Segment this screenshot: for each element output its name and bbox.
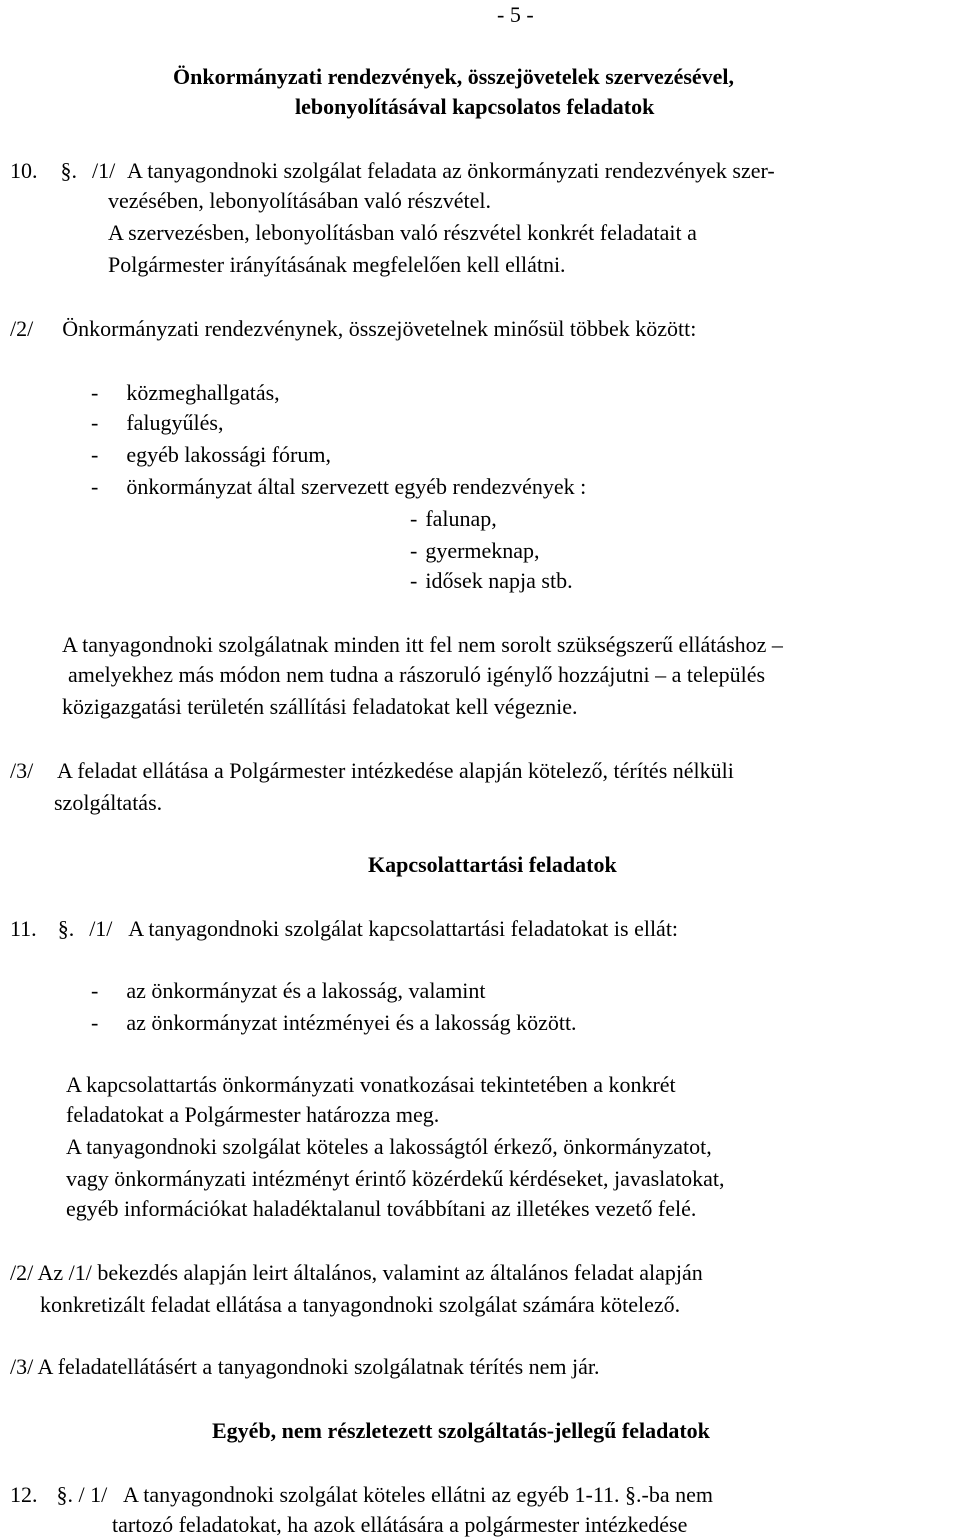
page-number: - 5 - xyxy=(497,2,534,27)
subparagraph-2: /2/ Az /1/ bekezdés alapján leirt általános, valamint az általános feladat alapján xyxy=(10,1260,703,1285)
subparagraph-number: /1/ xyxy=(89,916,113,941)
paragraph-line: tartozó feladatokat, ha azok ellátására a polgármester intézkedése xyxy=(112,1512,688,1537)
subparagraph-number: /2/ xyxy=(10,316,34,341)
paragraph-text: A tanyagondnoki szolgálat feladata az önkormányzati rendezvények szer- xyxy=(127,158,775,183)
paragraph-line: konkretizált feladat ellátása a tanyagondnoki szolgálat számára kötelező. xyxy=(40,1292,681,1317)
paragraph-text: A feladat ellátása a Polgármester intézkedése alapján kötelező, térítés nélküli xyxy=(57,758,734,783)
subparagraph-2 xyxy=(10,316,696,342)
section-heading-other: Egyéb, nem részletezett szolgáltatás-jellegű feladatok xyxy=(212,1418,710,1443)
paragraph-line: egyéb információkat haladéktalanul továbbítani az illetékes vezető felé. xyxy=(66,1196,697,1221)
paragraph-mark: §. xyxy=(57,916,75,941)
paragraph-number: 12. xyxy=(10,1482,38,1507)
subparagraph-number: /3/ xyxy=(10,758,34,783)
paragraph-10-number xyxy=(10,158,775,184)
paragraph-line: szolgáltatás. xyxy=(54,790,163,815)
paragraph-line: A tanyagondnoki szolgálat köteles a lakosságtól érkező, önkormányzatot, xyxy=(66,1134,712,1159)
paragraph-text: A tanyagondnoki szolgálat kapcsolattartási feladatokat is ellát: xyxy=(128,916,679,941)
sub-list-item: - falunap, xyxy=(410,506,497,531)
list-item: - az önkormányzat és a lakosság, valamint xyxy=(91,978,486,1003)
paragraph-line: amelyekhez más módon nem tudna a rászoruló igénylő hozzájutni – a település xyxy=(68,662,766,687)
paragraph-line: Polgármester irányításának megfelelően kell ellátni. xyxy=(108,252,566,277)
paragraph-line: A szervezésben, lebonyolításban való részvétel konkrét feladatait a xyxy=(108,220,697,245)
paragraph-text: Önkormányzati rendezvénynek, összejövetelnek minősül többek között: xyxy=(62,316,697,341)
list-item: - közmeghallgatás, xyxy=(91,380,280,405)
sub-list-item: - idősek napja stb. xyxy=(410,568,573,593)
paragraph-number: 10. xyxy=(10,158,38,183)
paragraph-mark: §. / 1/ xyxy=(56,1482,108,1507)
paragraph-mark: §. xyxy=(60,158,77,183)
section-heading-events-line2: lebonyolításával kapcsolatos feladatok xyxy=(295,94,655,119)
list-item: - falugyűlés, xyxy=(91,410,224,435)
paragraph-number: 11. xyxy=(10,916,37,941)
paragraph-line: vezésében, lebonyolításában való részvétel. xyxy=(108,188,492,213)
paragraph-12-number xyxy=(10,1482,713,1508)
section-heading-contact: Kapcsolattartási feladatok xyxy=(368,852,617,877)
subparagraph-number: /1/ xyxy=(92,158,116,183)
list-item: - egyéb lakossági fórum, xyxy=(91,442,331,467)
list-item: - önkormányzat által szervezett egyéb rendezvények : xyxy=(91,474,587,499)
paragraph-line: feladatokat a Polgármester határozza meg. xyxy=(66,1102,440,1127)
paragraph-line: A tanyagondnoki szolgálatnak minden itt fel nem sorolt szükségszerű ellátáshoz – xyxy=(62,632,783,657)
subparagraph-3 xyxy=(10,758,734,784)
paragraph-line: vagy önkormányzati intézményt érintő közérdekű kérdéseket, javaslatokat, xyxy=(66,1166,725,1191)
subparagraph-3: /3/ A feladatellátásért a tanyagondnoki szolgálatnak térítés nem jár. xyxy=(10,1354,600,1379)
list-item: - az önkormányzat intézményei és a lakosság között. xyxy=(91,1010,577,1035)
paragraph-line: közigazgatási területén szállítási feladatokat kell végeznie. xyxy=(62,694,578,719)
section-heading-events-line1: Önkormányzati rendezvények, összejövetelek szervezésével, xyxy=(173,64,735,89)
paragraph-11-number xyxy=(10,916,678,942)
sub-list-item: - gyermeknap, xyxy=(410,538,540,563)
paragraph-line: A kapcsolattartás önkormányzati vonatkozásai tekintetében a konkrét xyxy=(66,1072,676,1097)
paragraph-text: A tanyagondnoki szolgálat köteles ellátni az egyéb 1-11. §.-ba nem xyxy=(123,1482,713,1507)
